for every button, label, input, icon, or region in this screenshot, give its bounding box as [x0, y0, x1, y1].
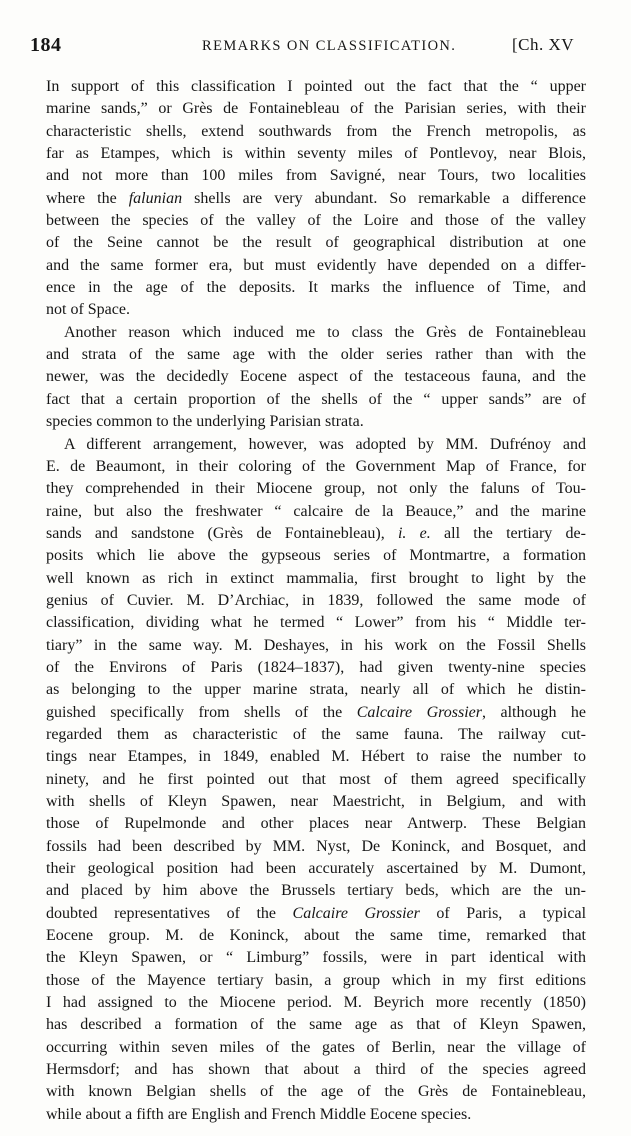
text-line: marine sands,” or Grès de Fontainebleau of the Parisian series, with their — [46, 100, 586, 118]
text-line: newer, was the decidedly Eocene aspect of the testaceous fauna, and the — [46, 368, 586, 386]
text-line — [46, 702, 586, 724]
text-line: between the species of the valley of the Loire and those of the valley — [46, 212, 586, 230]
text-line: with known Belgian shells of the age of the Grès de Fontainebleau, — [46, 1083, 586, 1101]
text-line: fact that a certain proportion of the shells of the “ upper sands” are of — [46, 390, 586, 408]
text-line: tings near Etampes, in 1849, enabled M. Hébert to raise the number to — [46, 748, 586, 766]
text-segment: guished specifically from shells of the — [46, 703, 357, 721]
text-line: In support of this classification I pointed out the fact that the “ upper — [46, 78, 586, 95]
text-line: of the Seine cannot be the result of geographical distribution at one — [46, 234, 586, 252]
text-line: occurring within seven miles of the gates of Berlin, near the village of — [46, 1038, 586, 1056]
text-line: tiary” in the same way. M. Deshayes, in his work on the Fossil Shells — [46, 636, 586, 654]
text-line: far as Etampes, which is within seventy miles of Pontlevoy, near Blois, — [46, 145, 586, 163]
text-line: their geological position had been accurately ascertained by M. Dumont, — [46, 860, 586, 878]
text-line: E. de Beaumont, in their coloring of the Government Map of France, for — [46, 457, 586, 475]
text-line: and placed by him above the Brussels tertiary beds, which are the un- — [46, 882, 586, 900]
text-segment: where the — [46, 189, 129, 207]
text-segment: , although he — [482, 703, 587, 721]
text-line — [46, 188, 586, 210]
text-line — [46, 523, 586, 545]
running-head: REMARKS ON CLASSIFICATION. — [202, 38, 457, 54]
text-line: of the Environs of Paris (1824–1837), had given twenty-nine species — [46, 658, 586, 676]
text-line: and not more than 100 miles from Savigné, near Tours, two localities — [46, 167, 586, 185]
text-line: characteristic shells, extend southwards from the French metropolis, as — [46, 122, 586, 140]
text-line: raine, but also the freshwater “ calcaire de la Beauce,” and the marine — [46, 502, 586, 520]
text-line: the Kleyn Spawen, or “ Limburg” fossils, were in part identical with — [46, 949, 586, 967]
text-line: ence in the age of the deposits. It marks the influence of Time, and — [46, 279, 586, 297]
text-line: those of the Mayence tertiary basin, a group which in my first editions — [46, 971, 586, 989]
text-segment: shells are very abundant. So remarkable a difference — [182, 189, 586, 207]
text-line: not of Space. — [46, 301, 130, 319]
text-segment: doubted representatives of the — [46, 904, 293, 922]
text-line: classification, dividing what he termed “ Lower” from his “ Middle ter- — [46, 614, 586, 632]
body-text — [46, 76, 586, 1126]
paragraph — [46, 76, 586, 322]
text-segment: all the tertiary de- — [430, 524, 586, 542]
text-line: ninety, and he first pointed out that most of them agreed specifically — [46, 770, 586, 788]
text-line: has described a formation of the same age as that of Kleyn Spawen, — [46, 1016, 586, 1034]
text-line: those of Rupelmonde and other places near Antwerp. These Belgian — [46, 815, 586, 833]
paragraph — [46, 322, 586, 434]
text-line: Eocene group. M. de Koninck, about the same time, remarked that — [46, 927, 586, 945]
text-line: well known as rich in extinct mammalia, first brought to light by the — [46, 569, 586, 587]
text-line: posits which lie above the gypseous series of Montmartre, a formation — [46, 547, 586, 565]
text-line: and strata of the same age with the older series rather than with the — [46, 346, 586, 364]
text-line — [46, 903, 586, 925]
text-line: they comprehended in their Miocene group, not only the faluns of Tou- — [46, 480, 586, 498]
text-line: and the same former era, but must evidently have depended on a differ- — [46, 256, 586, 274]
text-segment: sands and sandstone (Grès de Fontainebleau), — [46, 524, 398, 542]
text-line: genius of Cuvier. M. D’Archiac, in 1839, followed the same mode of — [46, 591, 586, 609]
page-number: 184 — [30, 34, 62, 56]
text-segment: of Paris, a typical — [419, 904, 587, 922]
italic-term: Calcaire Grossier — [356, 703, 482, 721]
text-line: with shells of Kleyn Spawen, near Maestricht, in Belgium, and with — [46, 793, 586, 810]
text-line: Hermsdorf; and has shown that about a third of the species agreed — [46, 1061, 586, 1079]
text-line: species common to the underlying Parisian strata. — [46, 413, 364, 431]
text-line: fossils had been described by MM. Nyst, De Koninck, and Bosquet, and — [46, 837, 586, 855]
text-line: A different arrangement, however, was adopted by MM. Dufrénoy and — [64, 435, 586, 453]
italic-term: Calcaire Grossier — [292, 904, 420, 922]
text-line: I had assigned to the Miocene period. M. Beyrich more recently (1850) — [46, 994, 586, 1012]
italic-term: i. e. — [397, 524, 431, 542]
chapter-reference: [Ch. XV — [512, 35, 575, 54]
text-line: regarded them as characteristic of the same fauna. The railway cut- — [46, 725, 586, 743]
paragraph — [46, 434, 586, 1127]
page-header — [30, 34, 590, 62]
text-line: Another reason which induced me to class the Grès de Fontainebleau — [64, 323, 586, 341]
text-line: as belonging to the upper marine strata, nearly all of which he distin- — [46, 681, 586, 699]
text-line: while about a fifth are English and French Middle Eocene species. — [46, 1105, 472, 1123]
italic-term: falunian — [128, 189, 183, 207]
